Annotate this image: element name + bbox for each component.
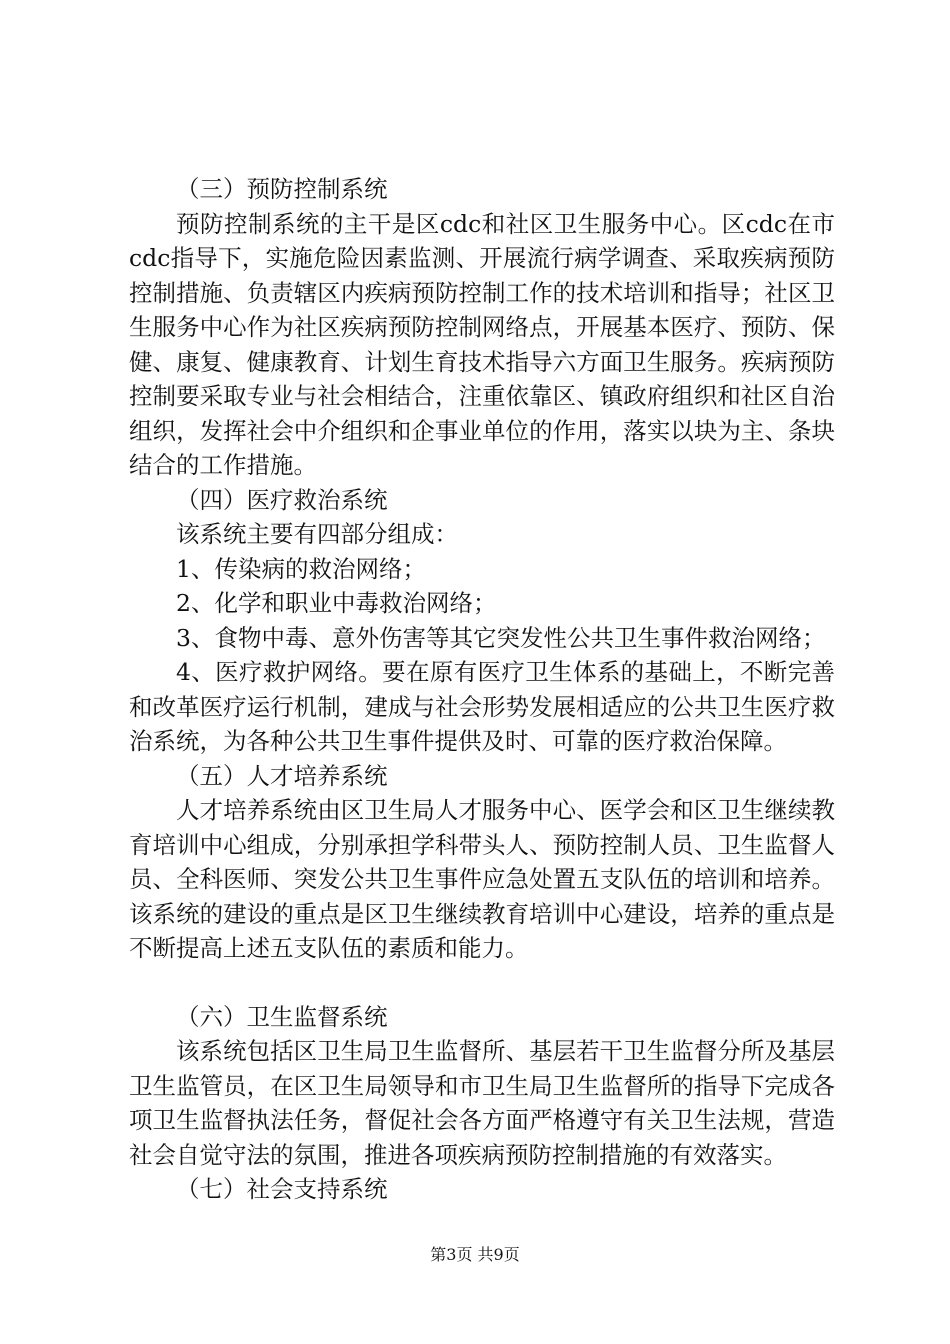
page-footer: 第3页 共9页 — [430, 1245, 520, 1264]
section-heading-3: （三）预防控制系统 — [176, 175, 388, 203]
document-body — [129, 172, 835, 1207]
section-heading-6: （六）卫生监督系统 — [176, 1002, 388, 1031]
paragraph-health-supervision: 该系统包括区卫生局卫生监督所、基层若干卫生监督分所及基层卫生监管员，在区卫生局领导和市卫生局卫生监督所的指导下完成各项卫生监督执法任务，督促社会各方面严格遵守有关卫生法规，营造社会自觉守法的氛围，推进各项疾病预防控制措施的有效落实。 — [129, 1037, 835, 1169]
list-item-2: 2、化学和职业中毒救治网络； — [176, 589, 497, 617]
paragraph-prevention-control: 预防控制系统的主干是区cdc和社区卫生服务中心。区cdc在市cdc指导下，实施危险因素监测、开展流行病学调查、采取疾病预防控制措施、负责辖区内疾病预防控制工作的技术培训和指导；社区卫生服务中心作为社区疾病预防控制网络点，开展基本医疗、预防、保健、康复、健康教育、计划生育技术指导六方面卫生服务。疾病预防控制要采取专业与社会相结合，注重依靠区、镇政府组织和社区自治组织，发挥社会中介组织和企事业单位的作用，落实以块为主、条块结合的工作措施。 — [129, 209, 835, 479]
list-item-4: 4、医疗救护网络。要在原有医疗卫生体系的基础上，不断完善和改革医疗运行机制，建成与社会形势发展相适应的公共卫生医疗救治系统，为各种公共卫生事件提供及时、可靠的医疗救治保障。 — [129, 658, 835, 755]
section-heading-7: （七）社会支持系统 — [176, 1175, 388, 1203]
section-heading-4: （四）医疗救治系统 — [176, 485, 388, 514]
list-item-3: 3、食物中毒、意外伤害等其它突发性公共卫生事件救治网络； — [176, 623, 826, 652]
paragraph-treatment-intro: 该系统主要有四部分组成： — [176, 520, 458, 548]
list-item-1: 1、传染病的救治网络； — [176, 554, 426, 583]
paragraph-talent-training: 人才培养系统由区卫生局人才服务中心、医学会和区卫生继续教育培训中心组成，分别承担学科带头人、预防控制人员、卫生监督人员、全科医师、突发公共卫生事件应急处置五支队伍的培训和培养。该系统的建设的重点是区卫生继续教育培训中心建设，培养的重点是不断提高上述五支队伍的素质和能力。 — [129, 796, 835, 962]
section-heading-5: （五）人才培养系统 — [176, 761, 388, 790]
